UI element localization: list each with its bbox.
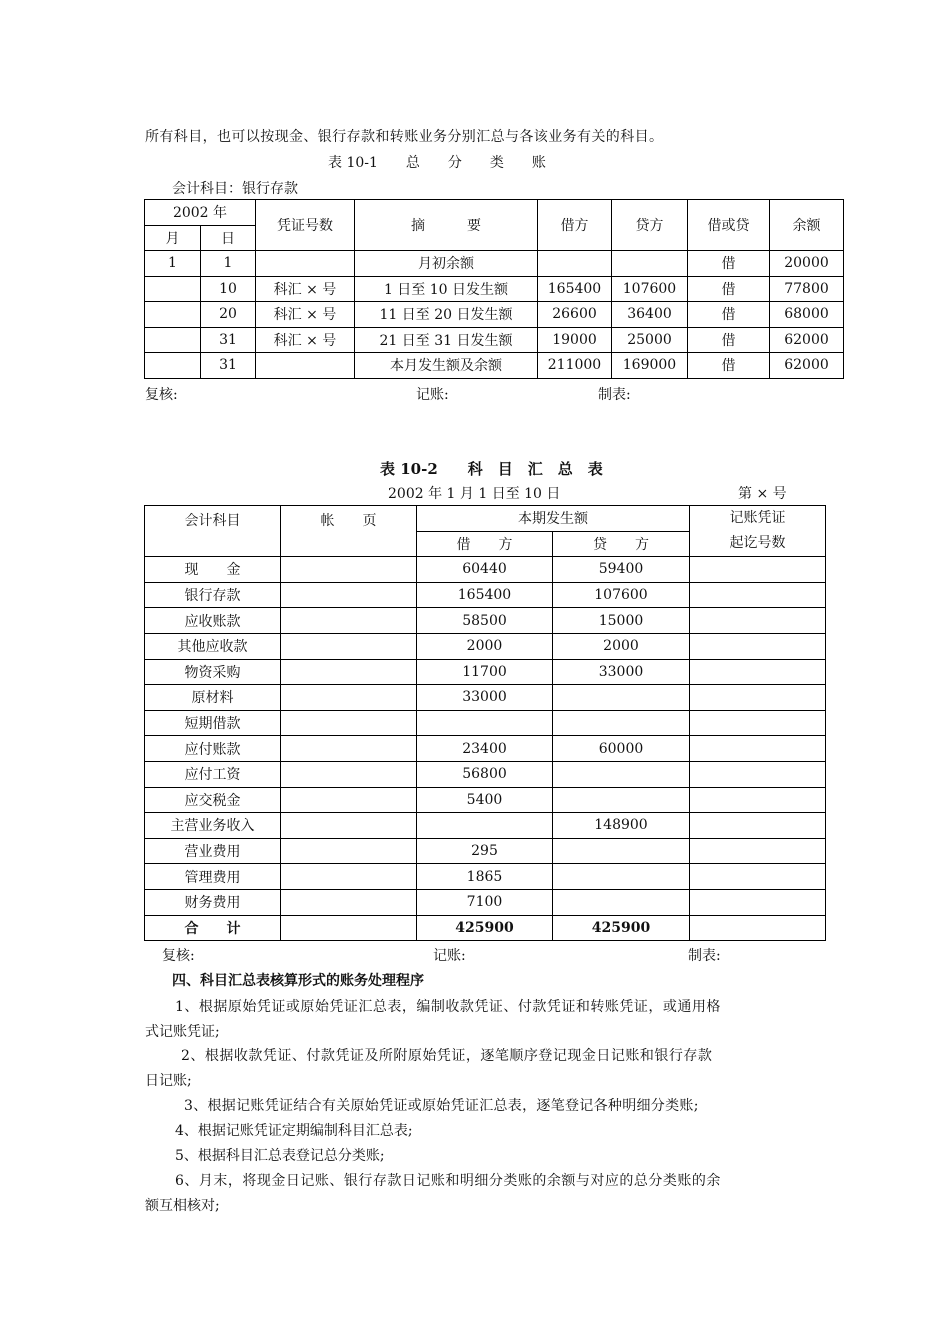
cell-debit: 7100 bbox=[417, 889, 553, 915]
cell-voucher-range bbox=[690, 710, 826, 736]
debit-header: 借方 bbox=[538, 200, 612, 251]
cell-debit: 60440 bbox=[417, 557, 553, 583]
cell-subject: 短期借款 bbox=[145, 710, 281, 736]
cell-page bbox=[281, 685, 417, 711]
cell-voucher-range bbox=[690, 761, 826, 787]
cell-subject: 银行存款 bbox=[145, 582, 281, 608]
cell-day: 1 bbox=[201, 251, 256, 277]
cell-credit bbox=[553, 864, 690, 890]
cell-balance: 20000 bbox=[770, 251, 844, 277]
cell-voucher bbox=[256, 251, 355, 277]
cell-subject: 其他应收款 bbox=[145, 633, 281, 659]
table-row bbox=[145, 251, 844, 277]
cell-subject: 物资采购 bbox=[145, 659, 281, 685]
cell-debit: 295 bbox=[417, 838, 553, 864]
table-row bbox=[145, 582, 826, 608]
cell-voucher-range bbox=[690, 557, 826, 583]
subject-header-label: 会计科目 bbox=[184, 513, 241, 529]
table1-tabulation-label: 制表: bbox=[598, 387, 631, 403]
table-row bbox=[145, 787, 826, 813]
step1-line1: 1、根据原始凭证或原始凭证汇总表，编制收款凭证、付款凭证和转账凭证，或通用格 bbox=[175, 999, 721, 1015]
cell-credit: 59400 bbox=[553, 557, 690, 583]
cell-debit: 5400 bbox=[417, 787, 553, 813]
cell-credit bbox=[612, 251, 688, 277]
section-heading: 四、科目汇总表核算形式的账务处理程序 bbox=[172, 973, 424, 989]
cell-debit bbox=[417, 813, 553, 839]
cell-debit: 23400 bbox=[417, 736, 553, 762]
table-row bbox=[145, 327, 844, 353]
cell-subject: 应付工资 bbox=[145, 761, 281, 787]
subject-summary-table bbox=[144, 505, 826, 941]
cell-page bbox=[281, 736, 417, 762]
cell-month bbox=[145, 327, 201, 353]
cell-credit: 15000 bbox=[553, 608, 690, 634]
cell-credit bbox=[553, 787, 690, 813]
cell-voucher: 科汇 × 号 bbox=[256, 327, 355, 353]
cell-voucher-range bbox=[690, 608, 826, 634]
cell-subject: 原材料 bbox=[145, 685, 281, 711]
voucher-range-header-line1: 记账凭证 bbox=[729, 510, 786, 527]
cell-subject: 现 金 bbox=[145, 557, 281, 583]
cell-page bbox=[281, 710, 417, 736]
cell-page bbox=[281, 915, 417, 941]
period-credit-header: 贷 方 bbox=[553, 531, 690, 557]
cell-credit: 169000 bbox=[612, 353, 688, 379]
table1-bookkeeping-label: 记账: bbox=[416, 387, 449, 403]
balance-header: 余额 bbox=[770, 200, 844, 251]
table-row bbox=[145, 659, 826, 685]
step2-line2: 日记账; bbox=[145, 1073, 192, 1089]
summary-header: 摘 要 bbox=[355, 200, 538, 251]
cell-page bbox=[281, 659, 417, 685]
step4: 4、根据记账凭证定期编制科目汇总表; bbox=[175, 1123, 413, 1139]
cell-page bbox=[281, 787, 417, 813]
cell-page bbox=[281, 633, 417, 659]
cell-credit: 2000 bbox=[553, 633, 690, 659]
cell-subject: 应付账款 bbox=[145, 736, 281, 762]
cell-debit bbox=[538, 251, 612, 277]
cell-dc: 借 bbox=[688, 302, 770, 328]
cell-credit bbox=[553, 761, 690, 787]
cell-subject: 应收账款 bbox=[145, 608, 281, 634]
cell-credit: 60000 bbox=[553, 736, 690, 762]
cell-day: 31 bbox=[201, 327, 256, 353]
step1-line2: 式记账凭证; bbox=[145, 1024, 220, 1040]
cell-credit: 148900 bbox=[553, 813, 690, 839]
step5: 5、根据科目汇总表登记总分类账; bbox=[175, 1148, 385, 1164]
table-row bbox=[145, 557, 826, 583]
cell-voucher-range bbox=[690, 736, 826, 762]
cell-credit bbox=[553, 710, 690, 736]
cell-subject: 主营业务收入 bbox=[145, 813, 281, 839]
cell-subject: 财务费用 bbox=[145, 889, 281, 915]
cell-month bbox=[145, 302, 201, 328]
cell-summary: 1 日至 10 日发生额 bbox=[355, 276, 538, 302]
cell-voucher bbox=[256, 353, 355, 379]
table-row bbox=[145, 864, 826, 890]
cell-page bbox=[281, 582, 417, 608]
table-row bbox=[145, 736, 826, 762]
cell-voucher-range bbox=[690, 685, 826, 711]
page-header bbox=[281, 506, 417, 557]
table-row bbox=[145, 608, 826, 634]
cell-debit: 26600 bbox=[538, 302, 612, 328]
period-header: 本期发生额 bbox=[417, 506, 690, 532]
cell-page bbox=[281, 838, 417, 864]
table1-subject-label: 会计科目：银行存款 bbox=[172, 181, 298, 197]
step6-line1: 6、月末，将现金日记账、银行存款日记账和明细分类账的余额与对应的总分类账的余 bbox=[175, 1173, 721, 1189]
cell-credit: 36400 bbox=[612, 302, 688, 328]
table-row bbox=[145, 710, 826, 736]
cell-subject: 应交税金 bbox=[145, 787, 281, 813]
cell-voucher-range bbox=[690, 838, 826, 864]
cell-balance: 77800 bbox=[770, 276, 844, 302]
cell-summary: 本月发生额及余额 bbox=[355, 353, 538, 379]
table-row bbox=[145, 889, 826, 915]
cell-voucher-range bbox=[690, 633, 826, 659]
general-ledger-table bbox=[144, 199, 844, 379]
cell-dc: 借 bbox=[688, 251, 770, 277]
table-row bbox=[145, 685, 826, 711]
cell-voucher: 科汇 × 号 bbox=[256, 276, 355, 302]
year-header: 2002 年 bbox=[145, 200, 256, 226]
cell-debit: 165400 bbox=[538, 276, 612, 302]
cell-month bbox=[145, 353, 201, 379]
cell-dc: 借 bbox=[688, 276, 770, 302]
cell-page bbox=[281, 864, 417, 890]
table-row bbox=[145, 838, 826, 864]
cell-day: 10 bbox=[201, 276, 256, 302]
cell-credit: 25000 bbox=[612, 327, 688, 353]
total-credit: 425900 bbox=[553, 915, 690, 941]
total-debit: 425900 bbox=[417, 915, 553, 941]
page-header-label: 帐 页 bbox=[320, 513, 377, 529]
table-row bbox=[145, 633, 826, 659]
cell-voucher-range bbox=[690, 915, 826, 941]
cell-balance: 62000 bbox=[770, 353, 844, 379]
cell-voucher-range bbox=[690, 813, 826, 839]
voucher-range-header-line2: 起讫号数 bbox=[729, 535, 786, 552]
cell-dc: 借 bbox=[688, 327, 770, 353]
cell-day: 20 bbox=[201, 302, 256, 328]
cell-credit: 107600 bbox=[612, 276, 688, 302]
cell-voucher-range bbox=[690, 787, 826, 813]
cell-subject: 营业费用 bbox=[145, 838, 281, 864]
cell-page bbox=[281, 889, 417, 915]
cell-page bbox=[281, 761, 417, 787]
table1-review-label: 复核: bbox=[145, 387, 178, 403]
cell-voucher-range bbox=[690, 582, 826, 608]
table2-number: 第 × 号 bbox=[738, 486, 787, 502]
cell-balance: 68000 bbox=[770, 302, 844, 328]
table2-bookkeeping-label: 记账: bbox=[433, 948, 466, 964]
table-row bbox=[145, 761, 826, 787]
cell-debit bbox=[417, 710, 553, 736]
table-row bbox=[145, 353, 844, 379]
cell-debit: 1865 bbox=[417, 864, 553, 890]
credit-header: 贷方 bbox=[612, 200, 688, 251]
cell-voucher-range bbox=[690, 659, 826, 685]
cell-summary: 月初余额 bbox=[355, 251, 538, 277]
step2-line1: 2、根据收款凭证、付款凭证及所附原始凭证，逐笔顺序登记现金日记账和银行存款 bbox=[181, 1048, 713, 1064]
cell-debit: 11700 bbox=[417, 659, 553, 685]
subject-header bbox=[145, 506, 281, 557]
step3: 3、根据记账凭证结合有关原始凭证或原始凭证汇总表，逐笔登记各种明细分类账; bbox=[184, 1098, 699, 1114]
cell-month bbox=[145, 276, 201, 302]
cell-subject: 管理费用 bbox=[145, 864, 281, 890]
cell-page bbox=[281, 557, 417, 583]
cell-page bbox=[281, 813, 417, 839]
step6-line2: 额互相核对; bbox=[145, 1198, 220, 1214]
debit-or-credit-header: 借或贷 bbox=[688, 200, 770, 251]
voucher-range-header bbox=[690, 506, 826, 557]
cell-debit: 58500 bbox=[417, 608, 553, 634]
cell-credit: 33000 bbox=[553, 659, 690, 685]
voucher-header: 凭证号数 bbox=[256, 200, 355, 251]
cell-summary: 21 日至 31 日发生额 bbox=[355, 327, 538, 353]
cell-voucher-range bbox=[690, 864, 826, 890]
table2-review-label: 复核: bbox=[162, 948, 195, 964]
cell-summary: 11 日至 20 日发生额 bbox=[355, 302, 538, 328]
table2-title: 表 10-2 科 目 汇 总 表 bbox=[380, 460, 603, 478]
cell-debit: 56800 bbox=[417, 761, 553, 787]
cell-voucher-range bbox=[690, 889, 826, 915]
cell-credit bbox=[553, 685, 690, 711]
cell-month: 1 bbox=[145, 251, 201, 277]
cell-debit: 19000 bbox=[538, 327, 612, 353]
table1-title: 表 10-1 总 分 类 账 bbox=[328, 155, 546, 171]
intro-text: 所有科目，也可以按现金、银行存款和转账业务分别汇总与各该业务有关的科目。 bbox=[145, 129, 664, 145]
cell-debit: 211000 bbox=[538, 353, 612, 379]
cell-dc: 借 bbox=[688, 353, 770, 379]
table2-date-range: 2002 年 1 月 1 日至 10 日 bbox=[388, 486, 561, 502]
day-header: 日 bbox=[201, 225, 256, 251]
month-header: 月 bbox=[145, 225, 201, 251]
cell-day: 31 bbox=[201, 353, 256, 379]
table-row bbox=[145, 276, 844, 302]
cell-balance: 62000 bbox=[770, 327, 844, 353]
cell-voucher: 科汇 × 号 bbox=[256, 302, 355, 328]
cell-credit: 107600 bbox=[553, 582, 690, 608]
cell-page bbox=[281, 608, 417, 634]
cell-debit: 33000 bbox=[417, 685, 553, 711]
cell-debit: 2000 bbox=[417, 633, 553, 659]
cell-debit: 165400 bbox=[417, 582, 553, 608]
cell-credit bbox=[553, 838, 690, 864]
period-debit-header: 借 方 bbox=[417, 531, 553, 557]
table-row bbox=[145, 813, 826, 839]
total-row bbox=[145, 915, 826, 941]
total-label: 合 计 bbox=[145, 915, 281, 941]
table2-tabulation-label: 制表: bbox=[688, 948, 721, 964]
cell-credit bbox=[553, 889, 690, 915]
table-row bbox=[145, 302, 844, 328]
